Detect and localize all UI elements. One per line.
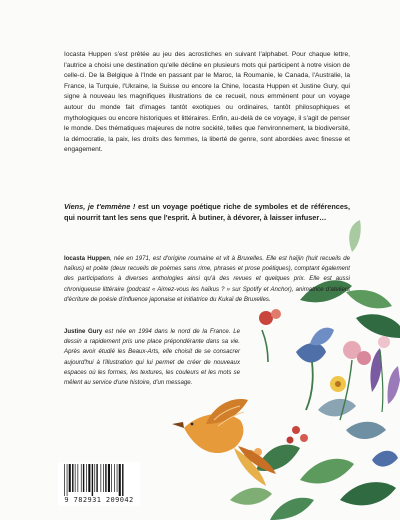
barcode-bar: [105, 464, 106, 492]
barcode-bar: [86, 464, 87, 492]
barcode-bar: [119, 464, 121, 496]
tagline-paragraph: [64, 201, 350, 224]
barcode-bar: [103, 464, 104, 492]
barcode-bar: [81, 464, 82, 492]
author-bio-text: , née en 1971, est d'origine roumaine et vit à Bruxelles. Elle est haïjin (huit recueils de haïkus) et poète (deux recueils de poèmes sans rime, phrases et prose poétiques), comptant également des participations à diverses anthologies ainsi qu'à des revues et quelques prix. Elle est aussi chroniqueuse littéraire (podcast « Aimez-vous les haïkus ? » sur Spotify et Anchor), animatrice d'ateliers d'écriture de poésie d'influence japonaise et initiatrice du Kukaï de Bruxelles.: [64, 255, 350, 303]
barcode-bar: [117, 464, 118, 492]
barcode-bar: [88, 464, 90, 492]
barcode-bar: [101, 464, 102, 492]
barcode-bar: [72, 464, 73, 492]
barcode-bar: [94, 464, 95, 492]
barcode-bar: [83, 464, 84, 492]
barcode-bar: [122, 464, 123, 496]
barcode-bar: [108, 464, 110, 492]
bio-iocasta-huppen: [64, 254, 350, 305]
illustrator-bio-text: est née en 1994 dans le nord de la France. Le dessin a rapidement pris une place prépondérante dans sa vie. Après avoir étudié les Beaux-Arts, elle choisit de se consacrer aujourd'hui à l'illustration qui lui permet de créer de nouveaux espaces où les formes, les textures, les couleurs et les mots se mêlent au service d'une histoire, d'un message.: [64, 328, 240, 387]
book-title: Viens, je t'emmène !: [64, 202, 136, 211]
barcode-bar: [96, 464, 97, 492]
tagline-text: est un voyage poétique riche de symboles et de références, qui nourrit tant les sens que l'esprit. À butiner, à dévorer, à laisser infuser…: [64, 202, 350, 223]
barcode-bar: [67, 464, 68, 496]
barcode-bar: [78, 464, 79, 492]
barcode-bar: [75, 464, 76, 492]
author-name: Iocasta Huppen: [64, 255, 110, 262]
illustrator-name: Justine Gury: [64, 328, 103, 335]
barcode-bars: [64, 464, 134, 496]
barcode-bar: [92, 464, 93, 496]
bio-justine-gury: [64, 327, 240, 388]
barcode-bar: [114, 464, 115, 492]
barcode-bar: [69, 464, 71, 492]
isbn-number: 9 782931 209042: [64, 496, 134, 504]
isbn-barcode: [58, 462, 140, 506]
description-paragraph: Iocasta Huppen s'est prêtée au jeu des acrostiches en suivant l'alphabet. Pour chaque lettre, l'autrice a choisi une destination qu'elle décline en plusieurs mots qui participent à notre vision de celle-ci. De la Belgique à l'Inde en passant par le Maroc, la Roumanie, le Canada, l'Australie, la France, la Turquie, l'Ukraine, la Suisse ou encore la Chine, Iocasta Huppen et Justine Gury, qui signe à nouveau les magnifiques illustrations de ce recueil, nous emmènent pour un voyage autour du monde fait d'images tantôt exotiques ou ordinaires, tantôt philosophiques et mythologiques ou encore historiques et littéraires. Enfin, au-delà de ce voyage, il s'agit de penser le monde. Des thématiques majeures de notre société, telles que l'environnement, la biodiversité, la démocratie, la paix, les droits des femmes, la liberté de genre, sont abordées avec finesse et engagement.: [64, 51, 350, 154]
barcode-bar: [64, 464, 65, 496]
barcode-bar: [111, 464, 112, 492]
